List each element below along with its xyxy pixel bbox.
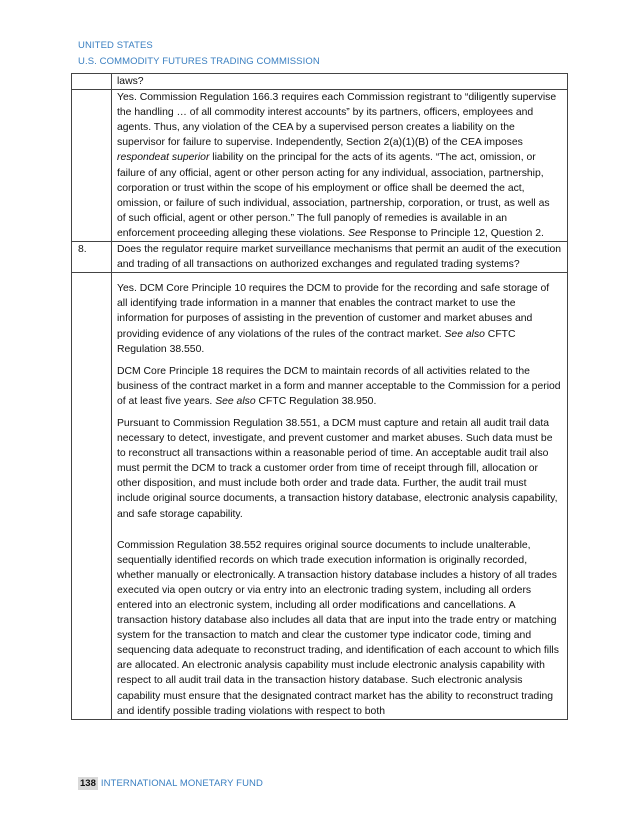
answer-paragraph	[117, 90, 561, 241]
question-text: Does the regulator require market surveillance mechanisms that permit an audit of the execution and trading of all transactions on authorized exchanges and regulated trading systems?	[117, 244, 561, 271]
question-number: 8.	[72, 242, 112, 273]
header-country: UNITED STATES	[78, 40, 153, 51]
qa-table	[71, 73, 568, 720]
table-row	[72, 74, 568, 90]
answer-cell	[112, 273, 568, 720]
footer-org: INTERNATIONAL MONETARY FUND	[100, 778, 263, 789]
citation-signal: See	[348, 227, 367, 239]
table-row	[72, 90, 568, 242]
row-number-cell	[72, 273, 112, 720]
legal-term: respondeat superior	[117, 152, 210, 164]
answer-text: Yes. Commission Regulation 166.3 requires each Commission registrant to “diligently supervise the handling … of all commodity interest accounts” by its partners, officers, employees and agents. Thus, any violation of the CEA by a supervised person creates a liability on the supervisor for failure to supervise. Independently, Section 2(a)(1)(B) of the CEA imposes	[117, 92, 557, 149]
answer-text: Response to Principle 12, Question 2.	[366, 227, 544, 239]
header-agency: U.S. COMMODITY FUTURES TRADING COMMISSION	[78, 56, 320, 67]
row-number-cell	[72, 90, 112, 242]
answer-cell	[112, 90, 568, 242]
answer-text: DCM Core Principle 18 requires the DCM to maintain records of all activities related to the business of the contract market in a form and manner acceptable to the Commission for a period of at least five years.	[117, 365, 561, 407]
page-number: 138	[80, 778, 96, 789]
table-row	[72, 273, 568, 720]
answer-paragraph	[117, 364, 561, 409]
row-number-cell	[72, 74, 112, 90]
answer-cell	[112, 74, 568, 90]
table-row	[72, 242, 568, 273]
answer-text: Yes. DCM Core Principle 10 requires the DCM to provide for the recording and safe storage of all identifying trade information in a manner that enables the contract market to use the information for purposes of assisting in the prevention of customer and market abuses and providing evidence of any violations of the rules of the contract market.	[117, 283, 550, 340]
answer-text: liability on the principal for the acts of its agents. “The act, omission, or failure of any official, agent or other person acting for any individual, association, partnership, corporation or trust within the scope of his employment or office shall be deemed the act, omission, or failure of such individual, association, partnership, corporation, or trust, as well as of such official, agent or other person.” The full panoply of remedies is available in an enforcement proceeding alleging these violations.	[117, 152, 550, 239]
answer-paragraph: Pursuant to Commission Regulation 38.551, a DCM must capture and retain all audit trail data necessary to detect, investigate, and prevent customer and market abuses. Such data must be to reconstruct all transactions within a reasonable period of time. An acceptable audit trail also must permit the DCM to track a customer order from time of receipt through fill, allocation or other disposition, and must include both order and trade data. Further, the audit trail must include original source documents, a transaction history database, electronic analysis capability, and safe storage capability.	[117, 417, 558, 520]
answer-text: CFTC Regulation 38.950.	[255, 395, 377, 407]
citation-signal: See also	[444, 328, 485, 340]
answer-paragraph: Commission Regulation 38.552 requires original source documents to include unalterable, sequentially identified records on which trade execution information is originally recorded, whether manually or electronically. A transaction history database includes a history of all trades executed via open outcry or via entry into an electronic trading system, including all orders entered into an electronic system, including all order modifications and cancellations. A transaction history database also includes all data that are input into the trade entry or matching system for the transaction to match and clear the customer type indicator code, timing and sequencing data adequate to reconstruct trading, and identification of each account to which fills are allocated. An electronic analysis capability must include electronic analysis capability with respect to all audit trail data in the transaction history database. Such electronic analysis capability must ensure that the designated contract market has the ability to reconstruct trading and identify possible trading violations with respect to both	[117, 539, 559, 717]
question-continuation: laws?	[117, 76, 144, 87]
citation-signal: See also	[215, 395, 256, 407]
answer-text: CFTC Regulation 38.550.	[117, 328, 516, 355]
footer	[78, 778, 263, 789]
answer-paragraph	[117, 281, 561, 356]
question-cell	[112, 242, 568, 273]
